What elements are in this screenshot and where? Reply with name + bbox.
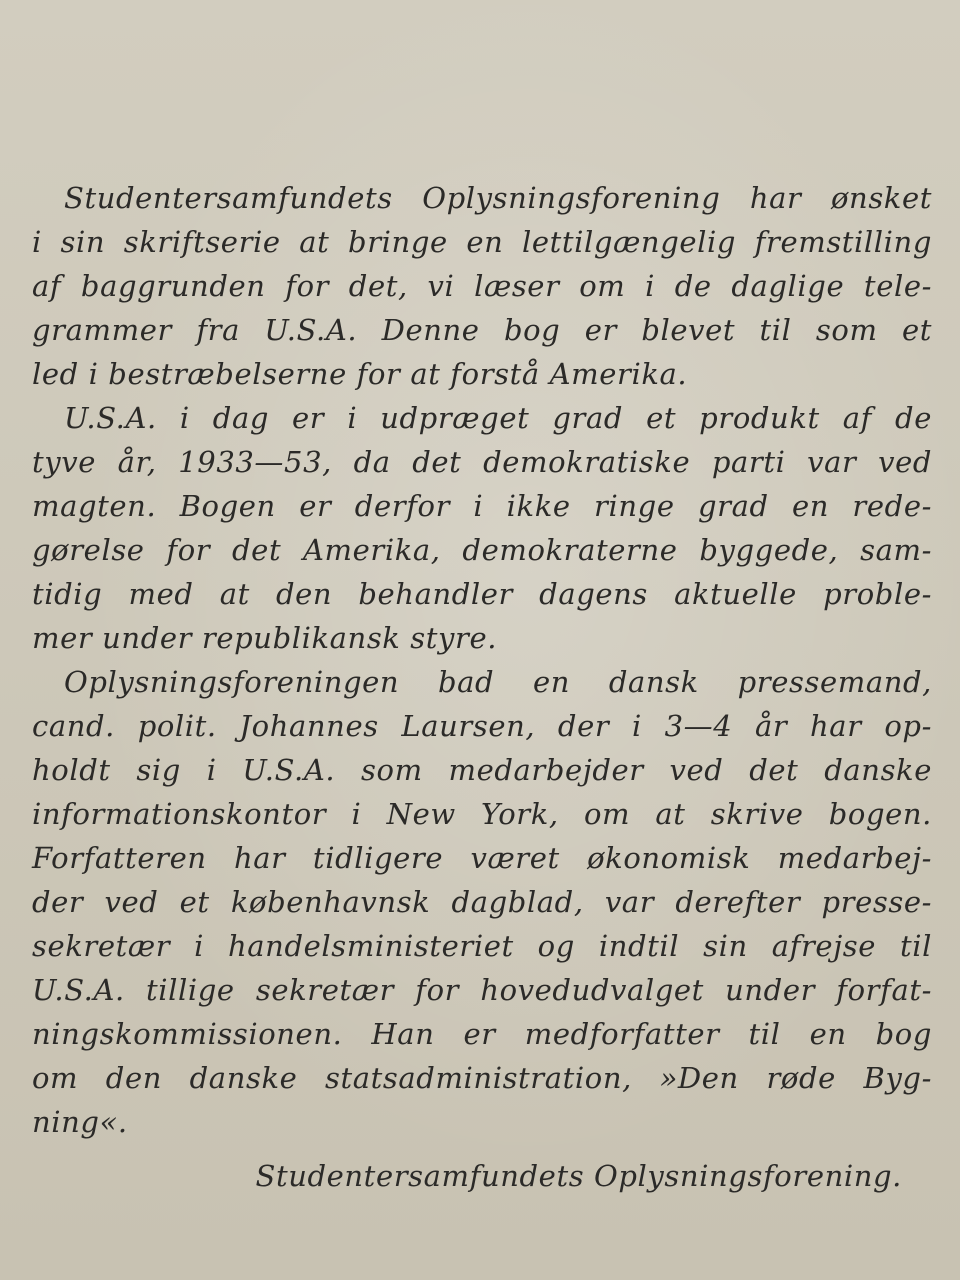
text-line: om den danske statsadministration, »Den røde Byg-: [32, 1061, 932, 1095]
text-line: ning«.: [32, 1105, 128, 1139]
text-line: U.S.A. i dag er i udpræget grad et produkt af de: [64, 401, 932, 435]
text-line: grammer fra U.S.A. Denne bog er blevet til som et: [32, 313, 932, 347]
text-line: tidig med at den behandler dagens aktuelle proble-: [32, 577, 932, 611]
text-line: informationskontor i New York, om at skrive bogen.: [32, 797, 932, 831]
text-line: der ved et københavnsk dagblad, var derefter presse-: [32, 885, 932, 919]
signature: Studentersamfundets Oplysningsforening.: [255, 1159, 902, 1193]
paragraph-2: [32, 396, 932, 660]
text-line: ningskommissionen. Han er medforfatter til en bog: [32, 1017, 932, 1051]
text-line: mer under republikansk styre.: [32, 621, 498, 655]
text-line: Oplysningsforeningen bad en dansk pressemand,: [64, 665, 932, 699]
paragraph-3: [32, 660, 932, 1144]
text-line: af baggrunden for det, vi læser om i de daglige tele-: [32, 269, 932, 303]
text-line: gørelse for det Amerika, demokraterne byggede, sam-: [32, 533, 932, 567]
text-line: sekretær i handelsministeriet og indtil sin afrejse til: [32, 929, 932, 963]
text-line: U.S.A. tillige sekretær for hovedudvalget under forfat-: [32, 973, 932, 1007]
text-line: Forfatteren har tidligere været økonomisk medarbej-: [32, 841, 932, 875]
text-line: cand. polit. Johannes Laursen, der i 3—4 år har op-: [32, 709, 932, 743]
text-line: led i bestræbelserne for at forstå Amerika.: [32, 357, 688, 391]
text-line: tyve år, 1933—53, da det demokratiske parti var ved: [32, 445, 932, 479]
paragraph-1: [32, 176, 932, 396]
preface-text: [32, 176, 932, 1198]
text-line: magten. Bogen er derfor i ikke ringe grad en rede-: [32, 489, 932, 523]
text-line: Studentersamfundets Oplysningsforening har ønsket: [64, 181, 932, 215]
text-line: i sin skriftserie at bringe en lettilgængelig fremstilling: [32, 225, 932, 259]
text-line: holdt sig i U.S.A. som medarbejder ved det danske: [32, 753, 932, 787]
